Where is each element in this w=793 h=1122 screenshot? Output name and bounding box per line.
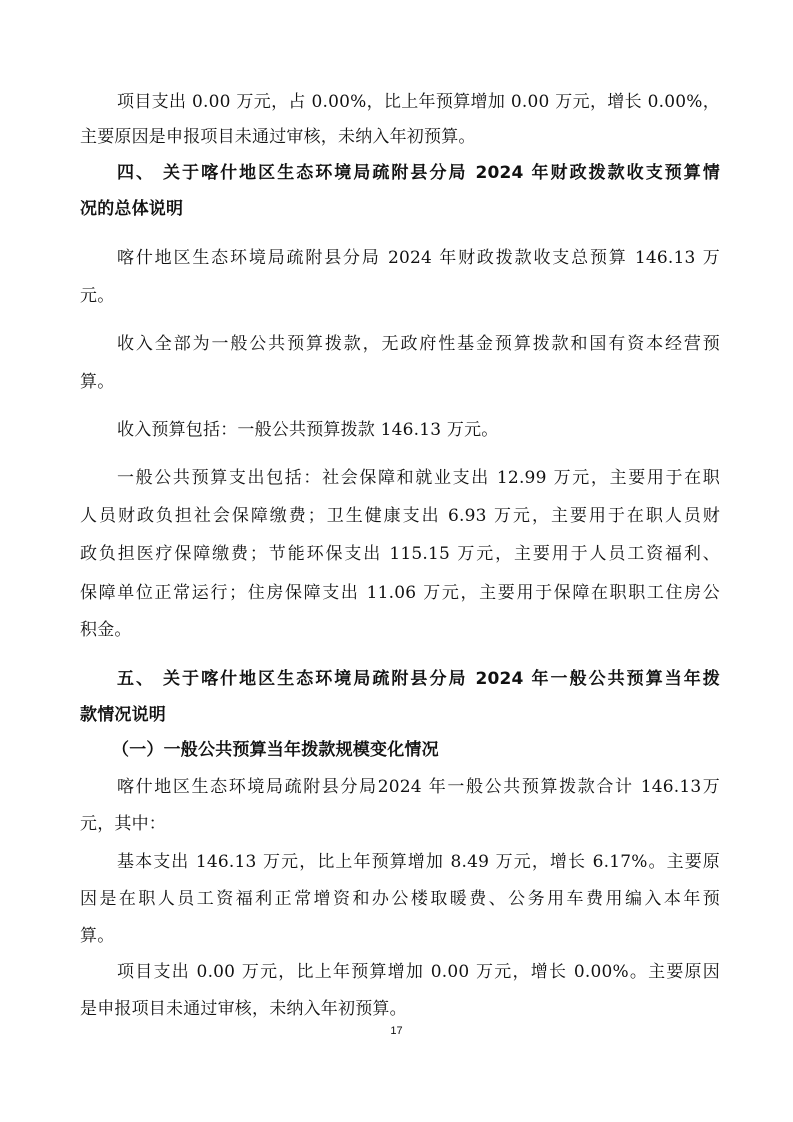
paragraph-line: 喀什地区生态环境局疏附县分局 2024 年财政拨款收支总预算 146.13 万 xyxy=(117,248,720,268)
paragraph-line: 项目支出 0.00 万元，占 0.00%，比上年预算增加 0.00 万元，增长 0.00%， xyxy=(117,92,720,112)
section-heading: 四、 关于喀什地区生态环境局疏附县分局 2024 年财政拨款收支预算情 xyxy=(117,163,720,183)
page-number: 17 xyxy=(390,1025,403,1037)
paragraph-line: 人员财政负担社会保障缴费；卫生健康支出 6.93 万元，主要用于在职人员财 xyxy=(80,506,720,526)
paragraph-line: 项目支出 0.00 万元，比上年预算增加 0.00 万元，增长 0.00%。主要原因 xyxy=(117,962,720,982)
section-heading: 五、 关于喀什地区生态环境局疏附县分局 2024 年一般公共预算当年拨 xyxy=(117,669,720,689)
paragraph-line: 主要原因是申报项目未通过审核，未纳入年初预算。 xyxy=(80,127,476,147)
paragraph-line: 收入全部为一般公共预算拨款，无政府性基金预算拨款和国有资本经营预 xyxy=(117,334,720,354)
paragraph-line: 收入预算包括：一般公共预算拨款 146.13 万元。 xyxy=(117,420,499,440)
paragraph-line: 保障单位正常运行；住房保障支出 11.06 万元，主要用于保障在职职工住房公 xyxy=(80,583,720,603)
paragraph-line: 是申报项目未通过审核，未纳入年初预算。 xyxy=(80,999,407,1019)
paragraph-line: 喀什地区生态环境局疏附县分局2024 年一般公共预算拨款合计 146.13万 xyxy=(117,777,720,797)
section-heading: 款情况说明 xyxy=(80,705,166,725)
paragraph-line: 元，其中： xyxy=(80,814,166,834)
paragraph-line: 积金。 xyxy=(80,620,132,640)
paragraph-line: 一般公共预算支出包括：社会保障和就业支出 12.99 万元，主要用于在职 xyxy=(117,468,720,488)
paragraph-line: 政负担医疗保障缴费；节能环保支出 115.15 万元，主要用于人员工资福利、 xyxy=(80,544,720,564)
paragraph-line: 算。 xyxy=(80,926,115,946)
subsection-heading: （一）一般公共预算当年拨款规模变化情况 xyxy=(112,740,439,760)
paragraph-line: 因是在职人员工资福利正常增资和办公楼取暖费、公务用车费用编入本年预 xyxy=(80,889,720,909)
section-heading: 况的总体说明 xyxy=(80,199,184,219)
paragraph-line: 算。 xyxy=(80,372,115,392)
paragraph-line: 元。 xyxy=(80,286,115,306)
paragraph-line: 基本支出 146.13 万元，比上年预算增加 8.49 万元，增长 6.17%。主要原 xyxy=(117,852,720,872)
